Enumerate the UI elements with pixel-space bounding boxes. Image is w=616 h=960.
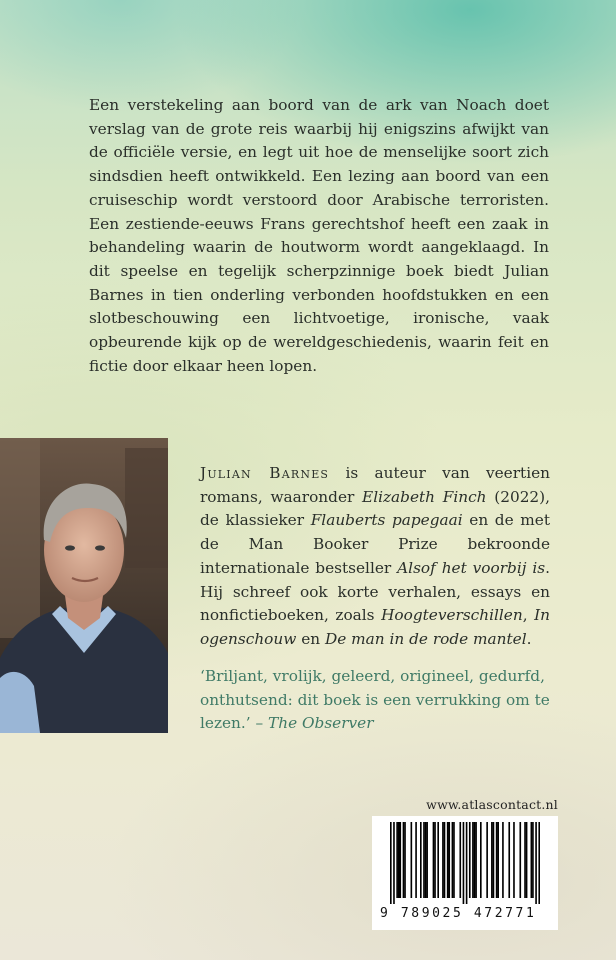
- barcode-bar: [434, 822, 436, 898]
- barcode-bar: [469, 822, 471, 898]
- bio-text: . Hij schreef ook korte verhalen, essays en nonfictieboeken, zoals: [200, 558, 551, 625]
- barcode-bar: [531, 822, 533, 898]
- book-title: Alsof het voorbij is: [397, 558, 546, 577]
- bio-text: en: [296, 629, 325, 648]
- barcode-bars: [390, 822, 540, 904]
- barcode-bar: [474, 822, 476, 898]
- barcode-bar: [411, 822, 413, 898]
- bio-text: is auteur van veertien romans, waaronder: [200, 464, 550, 506]
- barcode-bar: [524, 822, 526, 898]
- barcode-bar: [486, 822, 488, 898]
- barcode-bar: [480, 822, 482, 898]
- barcode-bar: [513, 822, 515, 898]
- bio-text: .: [526, 629, 532, 648]
- barcode-bar: [423, 822, 425, 898]
- barcode-bar: [448, 822, 450, 898]
- barcode-bar: [390, 822, 392, 904]
- book-title: Elizabeth Finch: [362, 487, 487, 506]
- barcode-bar: [532, 822, 534, 898]
- barcode-bar: [420, 822, 422, 898]
- barcode-bar: [475, 822, 477, 898]
- barcode-bar: [472, 822, 474, 898]
- author-photo: [0, 438, 168, 733]
- barcode-bar: [538, 822, 540, 904]
- barcode-bar: [452, 822, 454, 898]
- author-name: Julian Barnes: [200, 464, 330, 482]
- barcode-bar: [444, 822, 446, 898]
- bio-text: en de met de Man Booker Prize bekroonde internationale bestseller: [200, 511, 550, 577]
- barcode-bar: [463, 822, 465, 904]
- blurb-paragraph: Een verstekeling aan boord van de ark van Noach doet verslag van de grote reis waarbij hij enigszins afwijkt van de officiële versie, en legt uit hoe de menselijke soort zich sindsdien heeft ontwikkeld. Een lezing aan boord van een cruiseschip wordt verstoord door Arabische terroristen. Een zestiende-eeuws Frans gerechtshof heeft een zaak in behandeling waarin de houtworm wordt aangeklaagd. In dit speelse en tegelijk scherpzinnige boek biedt Julian Barnes in tien onderling verbonden hoofdstukken en een slotbeschouwing een lichtvoetige, ironische, vaak opbeurende kijk op de wereldgeschiedenis, waarin feit en fictie door elkaar heen lopen.: [89, 96, 549, 375]
- barcode-bar: [396, 822, 398, 898]
- barcode-bar: [508, 822, 510, 898]
- book-title: De man in de rode mantel: [324, 629, 527, 648]
- barcode-bar: [425, 822, 427, 898]
- bio-text: ,: [522, 606, 535, 625]
- barcode-bar: [403, 822, 405, 898]
- barcode-bar: [535, 822, 537, 904]
- barcode-bar: [404, 822, 406, 898]
- isbn-number: 9 789025 472771: [380, 906, 537, 921]
- quote-source: The Observer: [268, 714, 374, 733]
- barcode-bar: [453, 822, 455, 898]
- barcode-bar: [502, 822, 504, 898]
- author-bio: [200, 462, 550, 652]
- barcode-bar: [442, 822, 444, 898]
- book-title: Hoogteverschillen: [381, 606, 523, 625]
- barcode-bar: [398, 822, 400, 898]
- barcode-bar: [519, 822, 521, 898]
- barcode-bar: [459, 822, 461, 898]
- barcode-bar: [496, 822, 498, 898]
- barcode-bar: [437, 822, 439, 898]
- barcode-bar: [426, 822, 428, 898]
- bio-text: (2022), de klassieker: [200, 487, 550, 530]
- isbn-barcode: [372, 816, 558, 930]
- barcode-bar: [466, 822, 468, 904]
- barcode-bar: [399, 822, 401, 898]
- barcode-bar: [526, 822, 528, 898]
- barcode-bar: [447, 822, 449, 898]
- author-portrait-illustration: [0, 438, 168, 733]
- book-title: Flauberts papegaai: [310, 511, 463, 530]
- barcode-bar: [433, 822, 435, 898]
- barcode-bar: [497, 822, 499, 898]
- barcode-bar: [493, 822, 495, 898]
- barcode-bar: [393, 822, 395, 904]
- publisher-website[interactable]: www.atlascontact.nl: [426, 797, 558, 812]
- barcode-bar: [491, 822, 493, 898]
- book-title: In ogenschouw: [200, 606, 550, 648]
- review-quote: [200, 665, 550, 736]
- barcode-bar: [415, 822, 417, 898]
- quote-text: ‘Briljant, vrolijk, geleerd, origineel, gedurfd, onthutsend: dit boek is een verrukking om te lezen.’ –: [200, 667, 550, 733]
